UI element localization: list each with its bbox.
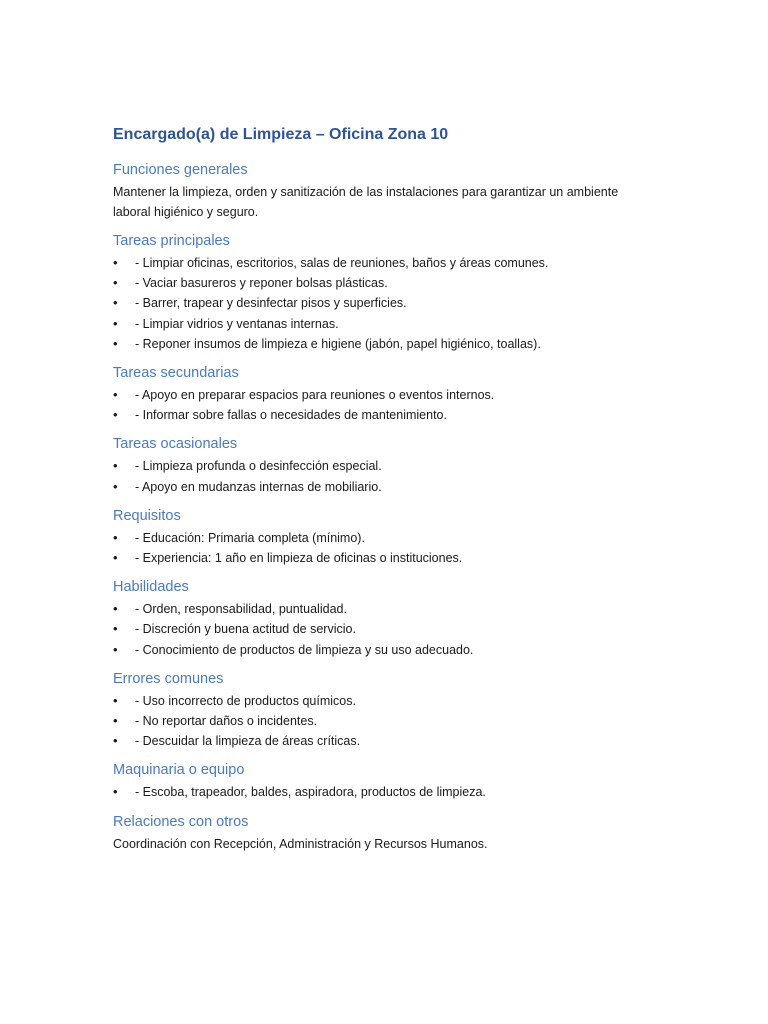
list-item-text: - Conocimiento de productos de limpieza y su uso adecuado. bbox=[135, 642, 474, 657]
list-item bbox=[113, 385, 653, 405]
list-item-text: - Educación: Primaria completa (mínimo). bbox=[135, 530, 365, 545]
list-item bbox=[113, 619, 653, 639]
list-item-text: - Limpiar vidrios y ventanas internas. bbox=[135, 316, 339, 331]
bullet-list bbox=[113, 253, 653, 354]
section-heading: Errores comunes bbox=[113, 670, 224, 687]
list-item bbox=[113, 548, 653, 568]
list-item bbox=[113, 253, 653, 273]
list-item bbox=[113, 334, 653, 354]
list-item-text: - Barrer, trapear y desinfectar pisos y superficies. bbox=[135, 296, 407, 311]
bullet-list bbox=[113, 599, 653, 660]
list-item bbox=[113, 782, 653, 802]
section-requisitos bbox=[113, 506, 653, 568]
bullet-icon: • bbox=[113, 529, 118, 545]
section-habilidades bbox=[113, 577, 653, 660]
bullet-icon: • bbox=[113, 407, 118, 423]
bullet-icon: • bbox=[113, 295, 118, 311]
list-item-text: - Vaciar basureros y reponer bolsas plásticas. bbox=[135, 276, 388, 291]
list-item-text: - Descuidar la limpieza de áreas críticas. bbox=[135, 734, 361, 749]
bullet-icon: • bbox=[113, 733, 118, 749]
list-item-text: - Apoyo en mudanzas internas de mobiliario. bbox=[135, 479, 382, 494]
list-item bbox=[113, 314, 653, 334]
bullet-icon: • bbox=[113, 387, 118, 403]
section-heading: Tareas principales bbox=[113, 233, 230, 249]
document-page bbox=[113, 124, 653, 863]
bullet-list bbox=[113, 691, 653, 752]
list-item-text: - Escoba, trapeador, baldes, aspiradora, productos de limpieza. bbox=[135, 785, 486, 800]
bullet-list bbox=[113, 456, 653, 496]
list-item bbox=[113, 293, 653, 313]
section-maquinaria-o-equipo bbox=[113, 760, 653, 802]
list-item-text: - Limpiar oficinas, escritorios, salas de reuniones, baños y áreas comunes. bbox=[135, 256, 549, 270]
bullet-icon: • bbox=[113, 784, 118, 800]
list-item bbox=[113, 691, 653, 711]
bullet-icon: • bbox=[113, 601, 118, 617]
list-item-text: - Limpieza profunda o desinfección especial. bbox=[135, 459, 382, 474]
bullet-icon: • bbox=[113, 275, 118, 291]
section-tareas-principales bbox=[113, 231, 653, 354]
list-item bbox=[113, 405, 653, 425]
list-item bbox=[113, 477, 653, 497]
section-errores-comunes bbox=[113, 669, 653, 752]
section-heading: Tareas secundarias bbox=[113, 365, 239, 382]
list-item-text: - Reponer insumos de limpieza e higiene (jabón, papel higiénico, toallas). bbox=[135, 336, 541, 351]
section-heading: Maquinaria o equipo bbox=[113, 762, 245, 779]
list-item bbox=[113, 731, 653, 751]
list-item bbox=[113, 456, 653, 476]
list-item-text: - Orden, responsabilidad, puntualidad. bbox=[135, 602, 347, 617]
bullet-list bbox=[113, 385, 653, 425]
bullet-list bbox=[113, 528, 653, 568]
section-heading: Tareas ocasionales bbox=[113, 436, 238, 453]
list-item-text: - Discreción y buena actitud de servicio. bbox=[135, 622, 356, 637]
bullet-icon: • bbox=[113, 335, 118, 351]
bullet-icon: • bbox=[113, 478, 118, 494]
bullet-list bbox=[113, 782, 653, 802]
section-paragraph: Coordinación con Recepción, Administración y Recursos Humanos. bbox=[113, 836, 488, 851]
bullet-icon: • bbox=[113, 692, 118, 708]
section-heading: Funciones generales bbox=[113, 162, 248, 178]
section-relaciones-con-otros bbox=[113, 812, 653, 854]
list-item bbox=[113, 640, 653, 660]
list-item-text: - Experiencia: 1 año en limpieza de oficinas o instituciones. bbox=[135, 551, 463, 566]
list-item-text: - No reportar daños o incidentes. bbox=[135, 714, 318, 729]
section-heading: Requisitos bbox=[113, 507, 181, 524]
document-title: Encargado(a) de Limpieza – Oficina Zona 10 bbox=[113, 126, 449, 143]
section-funciones-generales bbox=[113, 160, 653, 222]
list-item bbox=[113, 273, 653, 293]
section-tareas-ocasionales bbox=[113, 434, 653, 496]
section-tareas-secundarias bbox=[113, 363, 653, 425]
bullet-icon: • bbox=[113, 255, 118, 270]
list-item bbox=[113, 528, 653, 548]
list-item bbox=[113, 599, 653, 619]
bullet-icon: • bbox=[113, 713, 118, 729]
bullet-icon: • bbox=[113, 315, 118, 331]
section-paragraph: Mantener la limpieza, orden y sanitización de las instalaciones para garantizar un ambiente laboral higiénico y seguro. bbox=[113, 185, 619, 219]
list-item-text: - Apoyo en preparar espacios para reuniones o eventos internos. bbox=[135, 388, 495, 403]
list-item-text: - Informar sobre fallas o necesidades de mantenimiento. bbox=[135, 408, 447, 423]
list-item bbox=[113, 711, 653, 731]
section-heading: Relaciones con otros bbox=[113, 813, 249, 830]
bullet-icon: • bbox=[113, 641, 118, 657]
section-heading: Habilidades bbox=[113, 579, 189, 596]
bullet-icon: • bbox=[113, 621, 118, 637]
bullet-icon: • bbox=[113, 550, 118, 566]
list-item-text: - Uso incorrecto de productos químicos. bbox=[135, 693, 356, 708]
bullet-icon: • bbox=[113, 458, 118, 474]
